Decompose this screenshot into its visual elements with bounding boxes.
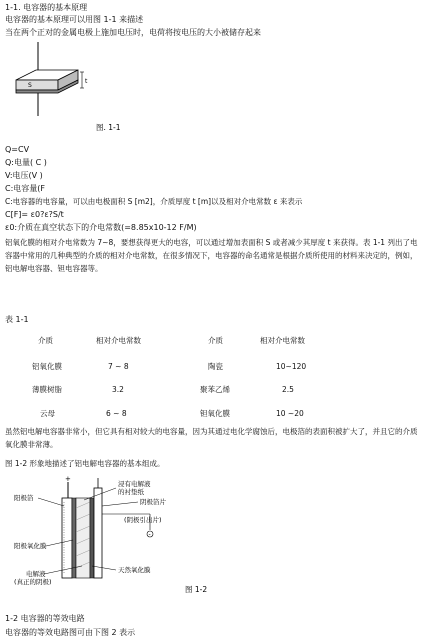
table-cell: 7 ~ 8	[108, 362, 129, 371]
table-header: 相对介电常数	[96, 336, 141, 345]
section-2-text: 电容器的等效电路图可由下图 2 表示	[5, 628, 136, 637]
cathode-foil	[94, 488, 102, 578]
table-title: 表 1-1	[5, 315, 29, 324]
minus-sign: -	[148, 531, 151, 539]
intro-line-2: 当在两个正对的金属电极上施加电压时，电荷将按电压的大小被储存起来	[5, 28, 261, 37]
plate-label: S	[28, 82, 32, 89]
formula-line-5: C[F]= ε0?ε?S/t	[5, 210, 64, 219]
figure-1-2	[0, 474, 422, 604]
formula-line-4: C:电容器的电容量，可以由电极面积 S [m2]，介质厚度 t [m]以及相对介电常数 ε 来表示	[5, 197, 303, 206]
label-natural-oxide: 天然氧化膜	[118, 566, 151, 574]
paragraph-1: 铝氧化膜的相对介电常数为 7~8，要想获得更大的电容，可以通过增加表面积 S 或者减少其厚度 t 来获得。表 1-1 列出了电容器中常用的几种典型的介质的相对介电常数，在很多情况下，电容器的命名通常是根据介质所使用的材料来决定的，例如，铝电解电容器、钽电容器等。	[5, 238, 418, 273]
formula-line-2: V:电压(V )	[5, 171, 43, 180]
section-title: 1-1. 电容器的基本原理	[5, 3, 88, 12]
section-2-title: 1-2 电容器的等效电路	[5, 614, 85, 623]
label-electrolyte-2: (真正的阴极)	[14, 578, 52, 586]
formula-line-3: C:电容量(F	[5, 184, 46, 193]
formula-line-1: Q:电量( C )	[5, 158, 47, 167]
paragraph-2: 虽然铝电解电容器非常小，但它具有相对较大的电容量，因为其通过电化学腐蚀后，电极箔的表面积被扩大了，并且它的介质氧化膜非常薄。	[5, 427, 418, 449]
figure-1-1	[0, 36, 422, 142]
table-cell: 2.5	[282, 385, 294, 394]
separator-paper	[76, 498, 90, 578]
table-cell: 6 ~ 8	[106, 409, 127, 418]
paragraph-3: 图 1-2 形象地描述了铝电解电容器的基本组成。	[5, 459, 165, 468]
table-cell: 3.2	[112, 385, 124, 394]
table-cell: 铝氧化膜	[32, 362, 62, 371]
intro-line-1: 电容器的基本原理可以用图 1-1 来描述	[5, 15, 144, 24]
anode-oxide-layer	[72, 498, 76, 578]
dielectric-block	[16, 80, 58, 90]
label-cathode-foil: 阴极箔片	[140, 498, 166, 506]
table-cell: 10 ~20	[276, 409, 304, 418]
table-header: 介质	[208, 336, 223, 345]
table-cell: 10~120	[276, 362, 307, 371]
plus-sign: +	[65, 475, 71, 483]
label-anode-foil: 阳极箔	[14, 494, 34, 502]
table-header: 相对介电常数	[260, 336, 305, 345]
label-electrolyte-1: 电解液	[26, 570, 46, 578]
thickness-label: t	[85, 78, 88, 85]
figure-1-1-caption: 图. 1-1	[96, 123, 121, 132]
formula-line-0: Q=CV	[5, 145, 30, 154]
table-cell: 薄膜树脂	[32, 385, 62, 394]
table-cell: 钽氧化膜	[200, 409, 230, 418]
label-cathode-lead: (阴极引出片)	[124, 516, 162, 524]
figure-1-2-caption: 图 1-2	[185, 585, 208, 594]
table-header: 介质	[38, 336, 53, 345]
label-anode-oxide: 阳极氧化膜	[14, 542, 47, 550]
table-cell: 陶瓷	[208, 362, 223, 371]
table-cell: 云母	[40, 409, 55, 418]
label-separator-1: 浸有电解液	[118, 480, 151, 488]
label-separator-2: 的衬垫纸	[118, 488, 144, 496]
formula-line-6: ε0:介质在真空状态下的介电常数(=8.85x10-12 F/M)	[5, 223, 197, 232]
table-cell: 聚苯乙烯	[200, 385, 230, 394]
anode-foil	[62, 498, 72, 578]
